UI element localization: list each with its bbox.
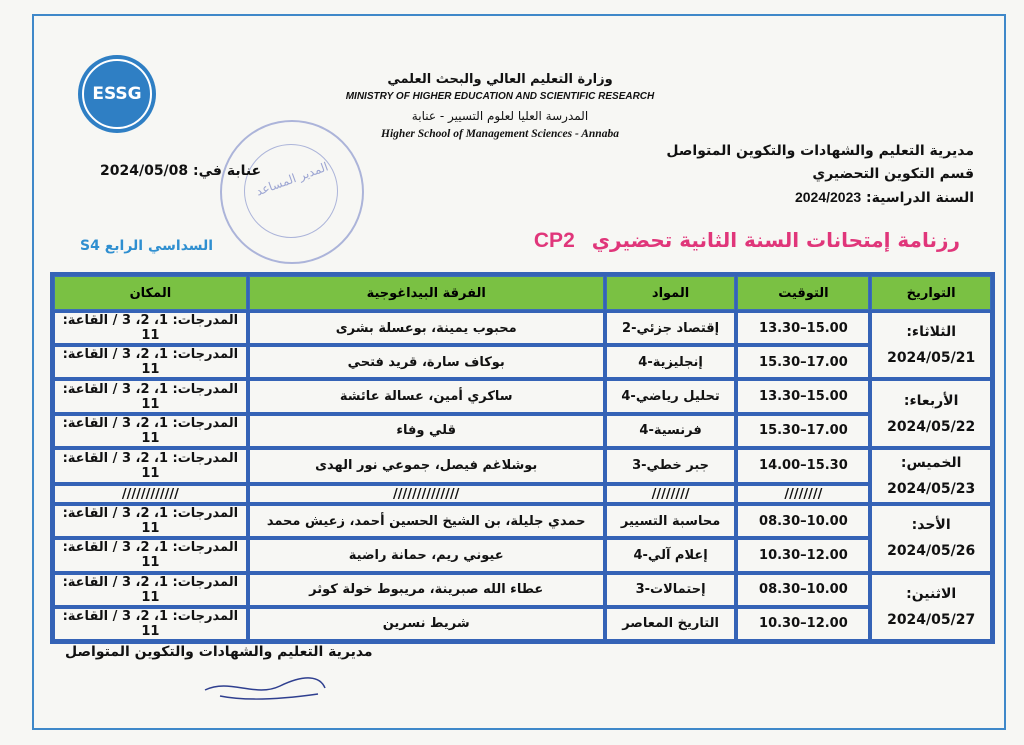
place-cell: المدرجات: 1، 2، 3 / القاعة: 11: [54, 505, 247, 537]
table-row: [54, 485, 991, 503]
place-cell: المدرجات: 1، 2، 3 / القاعة: 11: [54, 346, 247, 378]
time-cell: ////////: [737, 485, 869, 503]
day-date: 2024/05/21: [887, 350, 976, 367]
signature-label: مديرية التعليم والشهادات والتكوين المتواصل: [65, 644, 373, 660]
team-cell: عيوني ريم، حمانة راضية: [249, 539, 604, 571]
place-cell: المدرجات: 1، 2، 3 / القاعة: 11: [54, 415, 247, 447]
subject-cell: إحتمالات-3: [606, 574, 736, 606]
team-cell: محبوب يمينة، بوعسلة بشرى: [249, 312, 604, 344]
handwritten-signature: [200, 668, 330, 703]
time-cell: 12.00–10.30: [737, 539, 869, 571]
page-title: [400, 228, 960, 253]
header-team: الفرقة البيداغوجية: [249, 276, 604, 310]
subject-cell: ////////: [606, 485, 736, 503]
day-date: 2024/05/26: [887, 543, 976, 560]
stamp-text: المدير المساعد: [254, 159, 330, 199]
department-name: قسم التكوين التحضيري: [812, 166, 974, 182]
table-row: [54, 415, 991, 447]
subject-cell: التاريخ المعاصر: [606, 608, 736, 640]
semester-label: السداسي الرابع S4: [80, 238, 214, 254]
team-cell: قلي وفاء: [249, 415, 604, 447]
table-row: [54, 574, 991, 606]
year-value: 2024/2023: [794, 189, 862, 205]
subject-cell: تحليل رياضي-4: [606, 380, 736, 412]
place-cell: المدرجات: 1، 2، 3 / القاعة: 11: [54, 312, 247, 344]
place-date: عنابة في: 2024/05/08: [100, 163, 262, 179]
day-date: 2024/05/23: [887, 480, 976, 497]
team-cell: ساكري أمين، عسالة عائشة: [249, 380, 604, 412]
day-cell: [871, 380, 991, 446]
team-cell: شريط نسرين: [249, 608, 604, 640]
place-cell: ////////////: [54, 485, 247, 503]
academic-year: [654, 186, 974, 210]
day-name: الأحد:: [911, 517, 951, 534]
ministry-en: MINISTRY OF HIGHER EDUCATION AND SCIENTIFIC RESEARCH: [345, 91, 655, 102]
time-cell: 12.00–10.30: [737, 608, 869, 640]
institution-header: [300, 72, 700, 140]
year-label: السنة الدراسية:: [866, 190, 974, 206]
day-date: 2024/05/27: [887, 611, 976, 628]
day-cell: [871, 312, 991, 378]
team-cell: بوكاف سارة، قريد فتحي: [249, 346, 604, 378]
school-en: Higher School of Management Sciences - Annaba: [381, 128, 619, 140]
time-cell: 15.30–14.00: [737, 449, 869, 483]
subject-cell: إقتصاد جزئي-2: [606, 312, 736, 344]
exam-schedule-table-wrapper: [50, 272, 995, 644]
day-cell: [871, 505, 991, 571]
header-time: التوقيت: [737, 276, 869, 310]
logo-text: ESSG: [92, 84, 142, 104]
exam-schedule-table: [52, 274, 993, 642]
subject-cell: إعلام آلي-4: [606, 539, 736, 571]
time-cell: 17.00–15.30: [737, 346, 869, 378]
team-cell: بوشلاغم فيصل، جموعي نور الهدى: [249, 449, 604, 483]
official-stamp: [220, 120, 364, 264]
header-place: المكان: [54, 276, 247, 310]
team-cell: حمدي جليلة، بن الشيخ الحسين أحمد، زعيش محمد: [249, 505, 604, 537]
place-cell: المدرجات: 1، 2، 3 / القاعة: 11: [54, 574, 247, 606]
directorate-block: [654, 140, 974, 210]
day-name: الثلاثاء:: [906, 324, 956, 341]
header-dates: التواريخ: [871, 276, 991, 310]
table-row: [54, 449, 991, 483]
school-ar: المدرسة العليا لعلوم التسيير - عنابة: [411, 109, 589, 123]
day-cell: [871, 449, 991, 503]
ministry-ar: وزارة التعليم العالي والبحث العلمي: [387, 72, 613, 87]
day-name: الاثنين:: [906, 585, 957, 602]
header-subjects: المواد: [606, 276, 736, 310]
table-row: [54, 346, 991, 378]
place-cell: المدرجات: 1، 2، 3 / القاعة: 11: [54, 449, 247, 483]
title-text: رزنامة إمتحانات السنة الثانية تحضيري: [591, 228, 960, 252]
team-cell: عطاء الله صبرينة، مريبوط خولة كوثر: [249, 574, 604, 606]
table-row: [54, 608, 991, 640]
table-row: [54, 380, 991, 412]
table-header-row: [54, 276, 991, 310]
table-row: [54, 505, 991, 537]
day-cell: [871, 574, 991, 640]
directorate-name: مديرية التعليم والشهادات والتكوين المتواصل: [666, 143, 974, 159]
time-cell: 17.00–15.30: [737, 415, 869, 447]
team-cell: //////////////: [249, 485, 604, 503]
day-name: الخميس:: [900, 454, 962, 471]
logo-ring: [82, 59, 152, 129]
subject-cell: إنجليزية-4: [606, 346, 736, 378]
title-code: CP2: [533, 229, 575, 252]
time-cell: 10.00–08.30: [737, 505, 869, 537]
time-cell: 10.00–08.30: [737, 574, 869, 606]
school-logo: [78, 55, 156, 133]
subject-cell: جبر خطي-3: [606, 449, 736, 483]
table-row: [54, 312, 991, 344]
time-cell: 15.00–13.30: [737, 312, 869, 344]
subject-cell: فرنسية-4: [606, 415, 736, 447]
place-cell: المدرجات: 1، 2، 3 / القاعة: 11: [54, 539, 247, 571]
day-date: 2024/05/22: [887, 418, 976, 435]
day-name: الأربعاء:: [903, 392, 959, 409]
place-cell: المدرجات: 1، 2، 3 / القاعة: 11: [54, 608, 247, 640]
place-cell: المدرجات: 1، 2، 3 / القاعة: 11: [54, 380, 247, 412]
time-cell: 15.00–13.30: [737, 380, 869, 412]
table-row: [54, 539, 991, 571]
subject-cell: محاسبة التسيير: [606, 505, 736, 537]
